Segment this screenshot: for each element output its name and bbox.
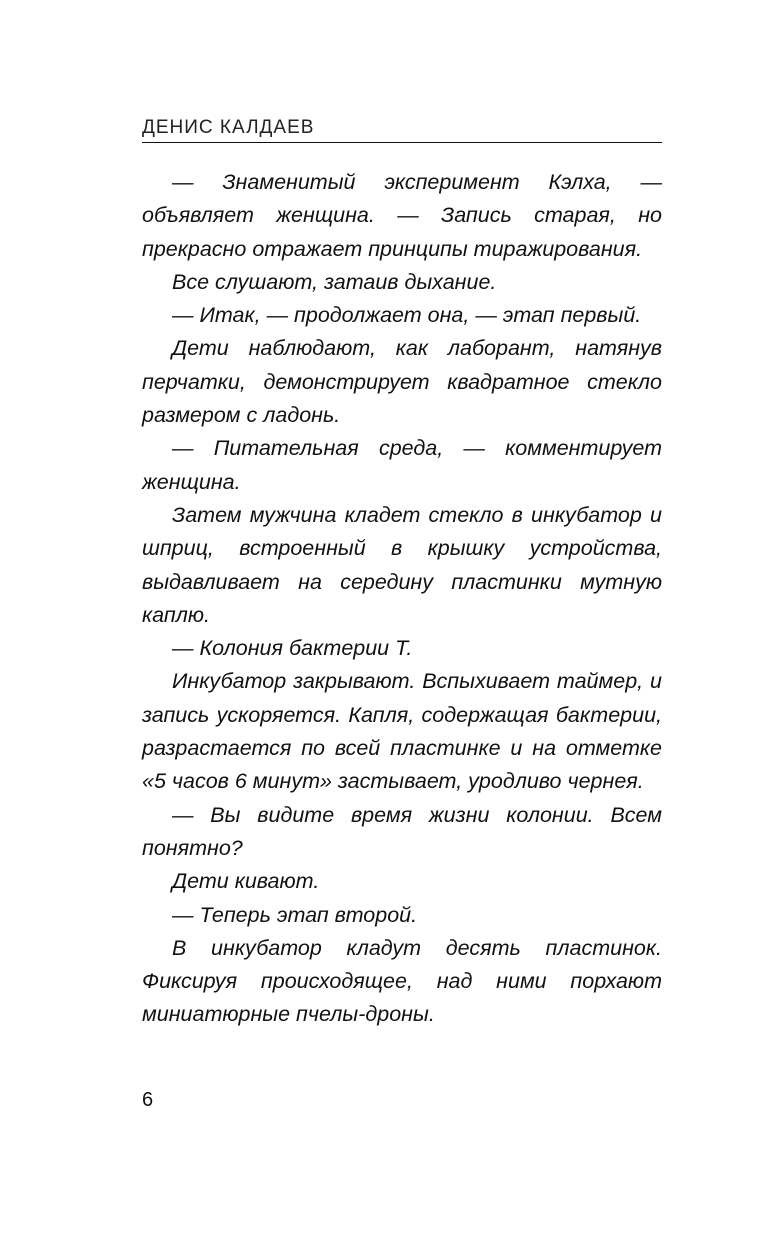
body-text (142, 166, 662, 1032)
paragraph: — Итак, — продолжает она, — этап первый. (172, 303, 642, 328)
paragraph: В инкубатор кладут десять пластинок. Фиксируя происходящее, над ними порхают миниатюрные пчелы-дроны. (142, 935, 662, 1027)
page-number: 6 (142, 1089, 154, 1111)
running-head-author: ДЕНИС КАЛДАЕВ (142, 117, 315, 138)
paragraph: — Теперь этап второй. (172, 902, 418, 927)
paragraph: Инкубатор закрывают. Вспыхивает таймер, и запись ускоряется. Капля, содержащая бактерии, разрастается по всей пластинке и на отметке «5 часов 6 минут» застывает, уродливо чернея. (142, 669, 662, 794)
header-rule (142, 142, 662, 143)
paragraph: Дети наблюдают, как лаборант, натянув перчатки, демонстрирует квадратное стекло размером с ладонь. (142, 336, 662, 428)
paragraph: — Знаменитый эксперимент Кэлха, — объявляет женщина. — Запись старая, но прекрасно отражает принципы тиражирования. (142, 170, 662, 261)
paragraph: — Вы видите время жизни колонии. Всем понятно? (142, 802, 662, 860)
paragraph: Все слушают, затаив дыхание. (172, 269, 497, 294)
paragraph: Дети кивают. (172, 869, 320, 894)
paragraph: — Питательная среда, — комментирует женщина. (142, 436, 662, 494)
paragraph: Затем мужчина кладет стекло в инкубатор и шприц, встроенный в крышку устройства, выдавливает на середину пластинки мутную каплю. (142, 502, 662, 627)
paragraph: — Колония бактерии Т. (172, 636, 413, 661)
